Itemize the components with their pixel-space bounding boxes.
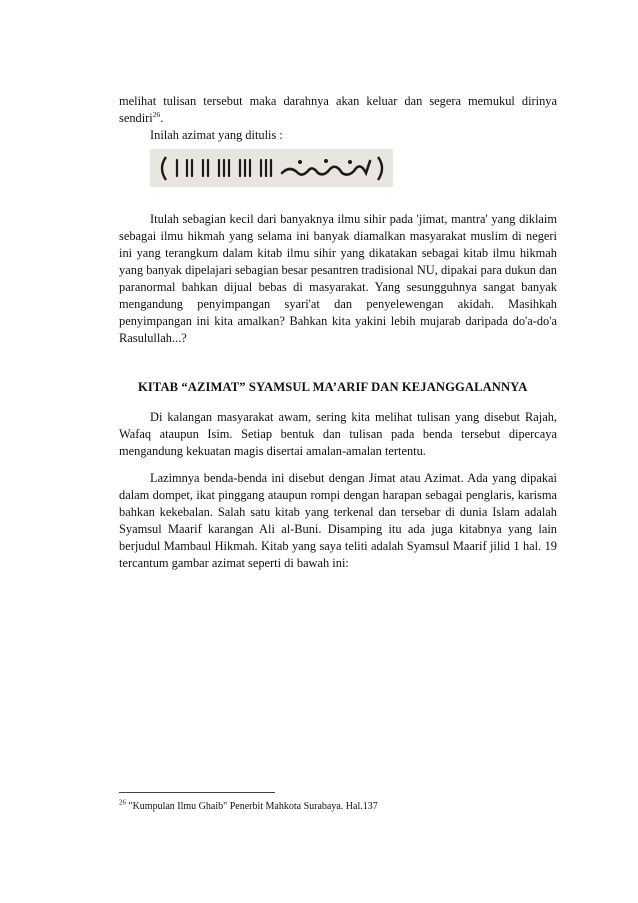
- footnote-divider: [119, 792, 275, 793]
- footnote-number: 26: [119, 798, 126, 807]
- azimat-script-image: [150, 149, 393, 187]
- paragraph-1-text: melihat tulisan tersebut maka darahnya akan keluar dan segera memukul dirinya sendiri: [119, 94, 557, 125]
- footnote: [119, 798, 378, 812]
- azimat-script-drawing: [150, 149, 393, 187]
- paragraph-3: Di kalangan masyarakat awam, sering kita melihat tulisan yang disebut Rajah, Wafaq ataupun Isim. Setiap bentuk dan tulisan pada benda tersebut dipercaya mengandung kekuatan magis disertai amalan-amalan tertentu.: [119, 410, 557, 458]
- paragraph-1-period: .: [160, 111, 164, 125]
- footnote-text: "Kumpulan Ilmu Ghaib" Penerbit Mahkota Surabaya. Hal.137: [126, 801, 378, 812]
- paragraph-1: [119, 93, 557, 127]
- section-heading: KITAB “AZIMAT” SYAMSUL MA’ARIF DAN KEJANGGALANNYA: [138, 380, 528, 394]
- paragraph-2: Itulah sebagian kecil dari banyaknya ilmu sihir pada 'jimat, mantra' yang diklaim sebagai ilmu hikmah yang selama ini banyak diamalkan masyarakat muslim di negeri ini yang terangkum dalam kitab ilmu sihir yang dikatakan sebagai kitab ilmu hikmah yang banyak dipelajari sebagian besar pesantren tradisional NU, dipakai para dukun dan paranormal bahkan dijual bebas di masyarakat. Yang sesungguhnya sangat banyak mengandung penyimpangan syari'at dan penyelewengan akidah. Masihkah penyimpangan ini kita amalkan? Bahkan kita yakini lebih mujarab daripada do'a-do'a Rasulullah...?: [119, 212, 557, 345]
- footnote-reference: 26: [152, 109, 161, 119]
- intro-line: Inilah azimat yang ditulis :: [150, 128, 283, 142]
- paragraph-4: Lazimnya benda-benda ini disebut dengan Jimat atau Azimat. Ada yang dipakai dalam dompet, ikat pinggang ataupun rompi dengan harapan sebagai penglaris, karisma bahkan kekebalan. Salah satu kitab yang terkenal dan tersebar di dunia Islam adalah Syamsul Maarif karangan Ali al-Buni. Disamping itu ada juga kitabnya yang lain berjudul Mambaul Hikmah. Kitab yang saya teliti adalah Syamsul Maarif jilid 1 hal. 19 tercantum gambar azimat seperti di bawah ini:: [119, 471, 557, 570]
